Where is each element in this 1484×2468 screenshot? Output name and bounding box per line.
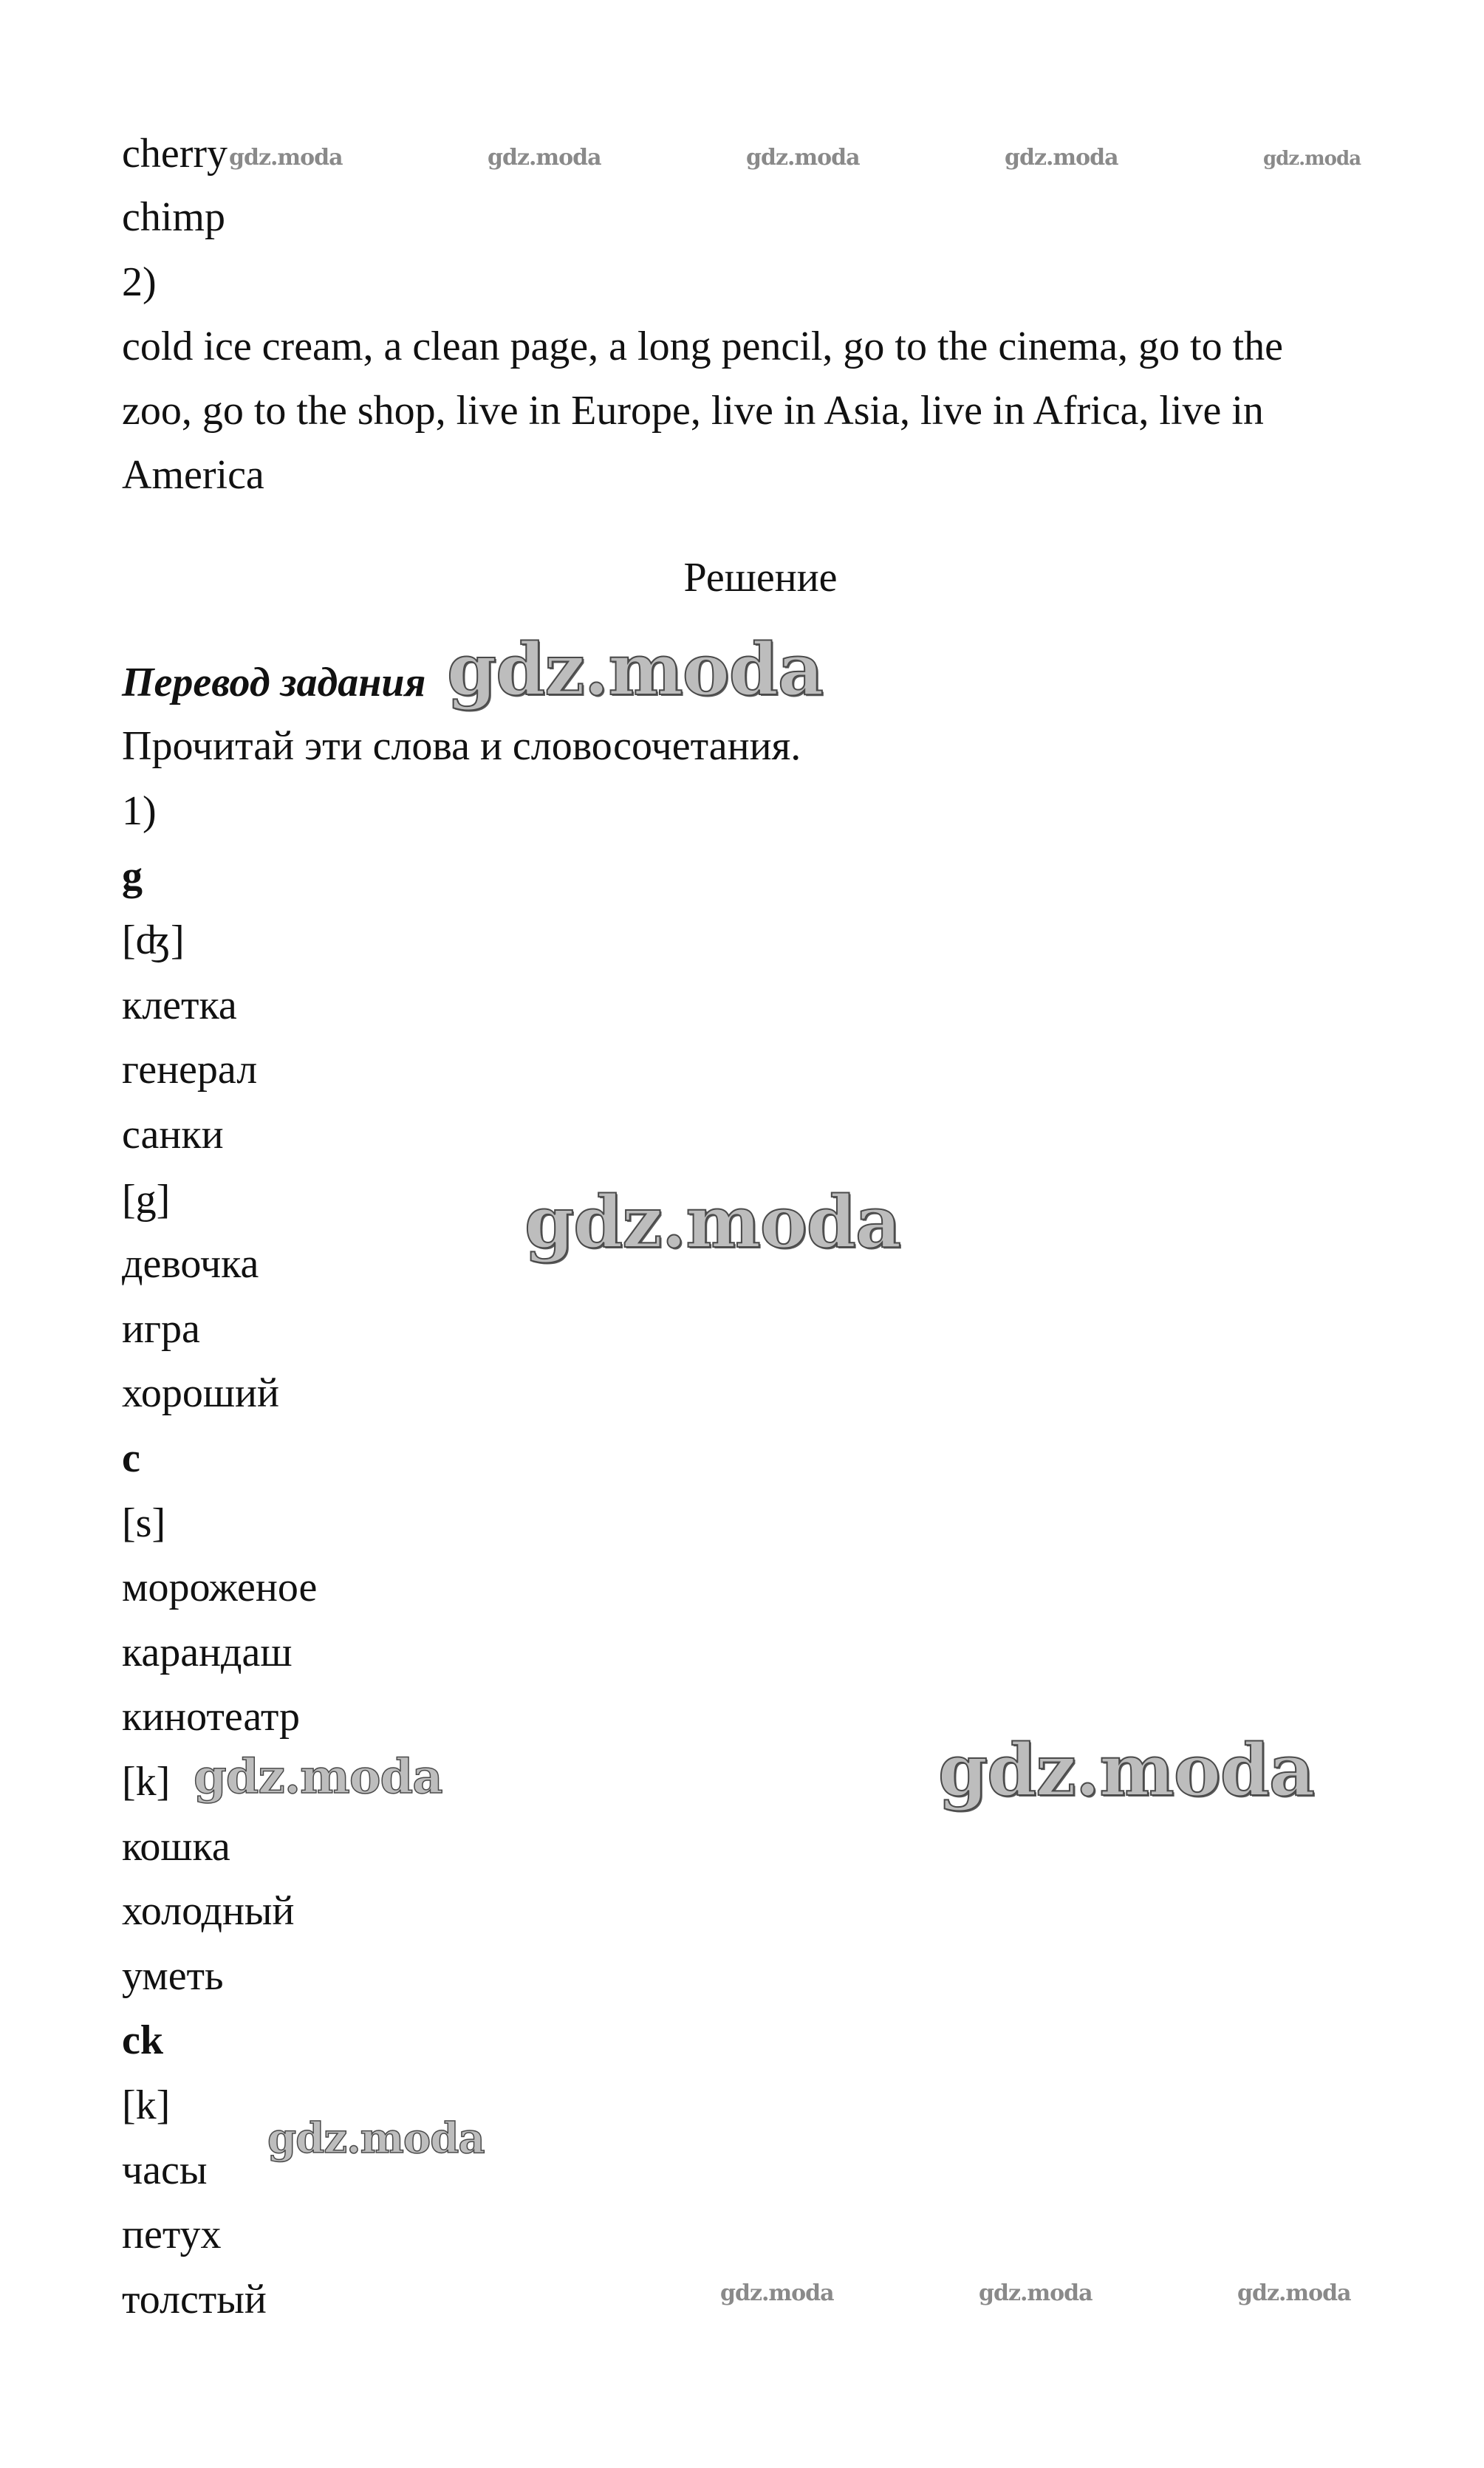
list-item: часы — [122, 2147, 208, 2193]
translation-heading: Перевод задания — [122, 660, 426, 705]
watermark-large: gdz.moda — [524, 1180, 901, 1264]
watermark: gdz.moda — [720, 2280, 834, 2306]
list-item: кошка — [122, 1824, 230, 1870]
watermark-medium: gdz.moda — [267, 2114, 485, 2163]
list-item: [k] — [122, 2082, 171, 2128]
list-item: петух — [122, 2212, 222, 2257]
list-item: уметь — [122, 1953, 224, 1999]
list-item: g — [122, 853, 143, 899]
list-item: холодный — [122, 1888, 295, 1934]
list-item: толстый — [122, 2277, 267, 2322]
list-item: [ʤ] — [122, 917, 185, 963]
watermark: gdz.moda — [746, 145, 860, 171]
watermark: gdz.moda — [1237, 2280, 1351, 2306]
list-item: кинотеатр — [122, 1694, 300, 1740]
watermark-large: gdz.moda — [938, 1729, 1315, 1812]
list-item: девочка — [122, 1241, 259, 1287]
list-item: генерал — [122, 1047, 258, 1093]
list-item: карандаш — [122, 1630, 293, 1675]
list-item: 1) — [122, 788, 157, 834]
text-line-chimp: chimp — [122, 194, 225, 240]
instruction-text: Прочитай эти слова и словосочетания. — [122, 723, 801, 769]
text-line-phrases-3: America — [122, 452, 264, 498]
list-item: санки — [122, 1112, 224, 1158]
list-item: хороший — [122, 1370, 279, 1416]
watermark: gdz.moda — [229, 145, 343, 171]
list-item: клетка — [122, 982, 237, 1028]
text-line-phrases-2: zoo, go to the shop, live in Europe, live in Asia, live in Africa, live in — [122, 388, 1264, 434]
text-line-cherry: cherry — [122, 131, 228, 177]
watermark: gdz.moda — [1263, 148, 1361, 170]
list-item: c — [122, 1435, 140, 1481]
watermark: gdz.moda — [979, 2280, 1093, 2306]
list-item: ck — [122, 2017, 163, 2063]
solution-heading: Решение — [683, 555, 838, 601]
watermark-medium: gdz.moda — [194, 1749, 442, 1805]
watermark: gdz.moda — [488, 145, 601, 171]
watermark-large: gdz.moda — [447, 628, 824, 711]
list-item: [s] — [122, 1500, 166, 1546]
watermark: gdz.moda — [1005, 145, 1118, 171]
text-line-part-2: 2) — [122, 259, 157, 305]
list-item: [k] — [122, 1759, 171, 1805]
list-item: игра — [122, 1306, 200, 1352]
list-item: [g] — [122, 1177, 171, 1223]
text-line-phrases-1: cold ice cream, a clean page, a long pencil, go to the cinema, go to the — [122, 324, 1284, 369]
list-item: мороженое — [122, 1565, 318, 1610]
